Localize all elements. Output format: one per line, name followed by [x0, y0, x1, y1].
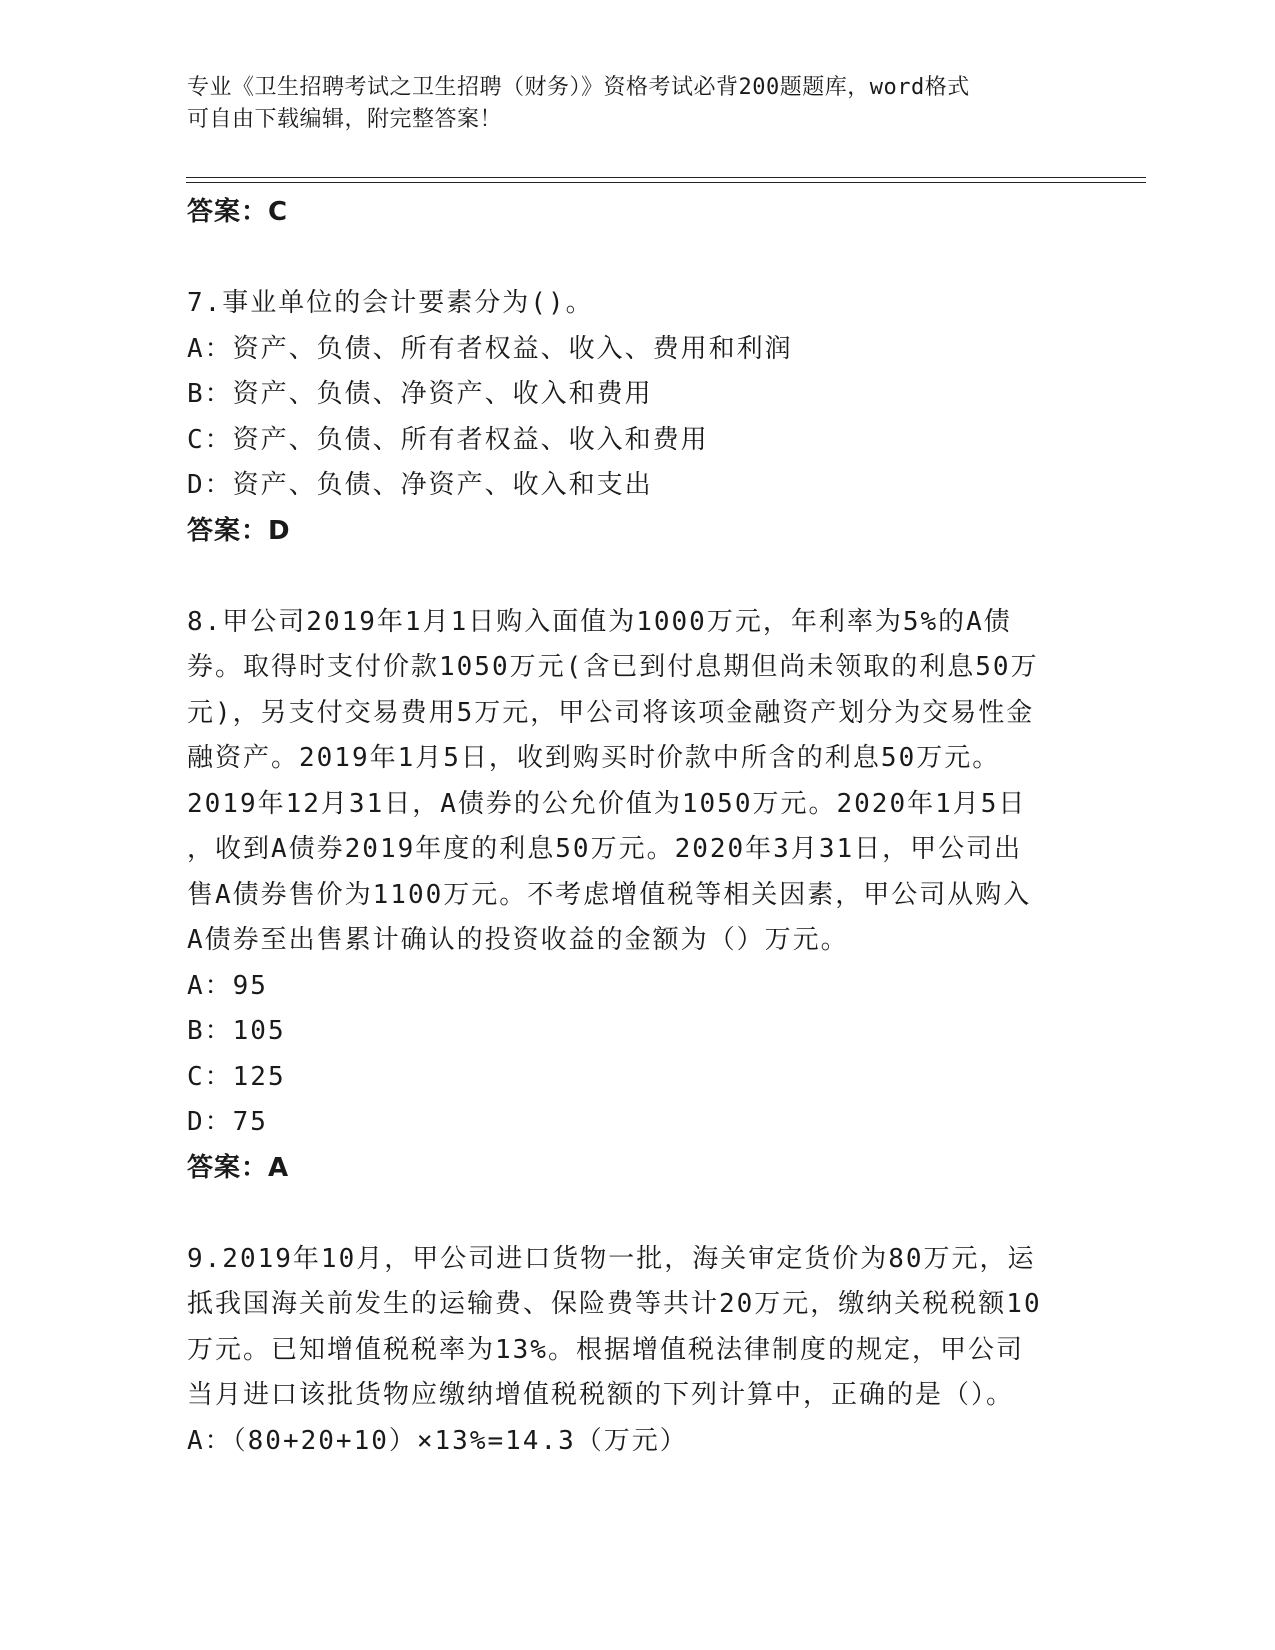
option-b: B：资产、负债、净资产、收入和费用: [187, 379, 653, 409]
spacer: [187, 1191, 1087, 1237]
question-stem-line: 2019年12月31日，A债券的公允价值为1050万元。2020年1月5日: [187, 788, 1027, 819]
option-d: D：75: [187, 1107, 268, 1137]
question-stem-line: ，收到A债券2019年度的利息50万元。2020年3月31日，甲公司出: [187, 834, 1023, 864]
question-stem-line: 售A债券售价为1100万元。不考虑增值税等相关因素，甲公司从购入: [187, 879, 1032, 910]
question-stem: 7.事业单位的会计要素分为()。: [187, 288, 594, 318]
header-divider-top: [186, 177, 1146, 178]
question-stem-line: 元)，另支付交易费用5万元，甲公司将该项金融资产划分为交易性金: [187, 697, 1035, 728]
question-stem-line: 万元。已知增值税税率为13%。根据增值税法律制度的规定，甲公司: [187, 1334, 1024, 1365]
question-stem-line: 9.2019年10月，甲公司进口货物一批，海关审定货价为80万元，运: [187, 1243, 1036, 1274]
header-divider-bottom: [186, 182, 1146, 183]
question-stem-line: A债券至出售累计确认的投资收益的金额为（）万元。: [187, 925, 849, 955]
option-c: C：资产、负债、所有者权益、收入和费用: [187, 424, 709, 455]
answer-label: 答案：D: [187, 515, 291, 546]
spacer: [187, 236, 1087, 282]
question-body: [187, 190, 1087, 1464]
option-d: D：资产、负债、净资产、收入和支出: [187, 470, 653, 500]
answer-label: 答案：A: [187, 1152, 290, 1183]
question-9: [187, 1237, 1087, 1465]
question-stem-line: 券。取得时支付价款1050万元(含已到付息期但尚未领取的利息50万: [187, 652, 1039, 682]
spacer: [187, 554, 1087, 600]
document-header: [187, 72, 1087, 136]
option-c: C：125: [187, 1061, 286, 1092]
previous-answer: 答案：C: [187, 197, 289, 227]
question-7: [187, 281, 1087, 554]
question-stem-line: 融资产。2019年1月5日，收到购买时价款中所含的利息50万元。: [187, 743, 1001, 773]
option-a: A：资产、负债、所有者权益、收入、费用和利润: [187, 333, 793, 364]
header-line-2: 可自由下载编辑，附完整答案！: [187, 107, 503, 132]
header-line-1: 专业《卫生招聘考试之卫生招聘（财务）》资格考试必背200题题库，word格式: [187, 75, 970, 100]
option-a: A：95: [187, 970, 268, 1001]
question-stem-line: 抵我国海关前发生的运输费、保险费等共计20万元，缴纳关税税额10: [187, 1289, 1042, 1319]
question-stem-line: 当月进口该批货物应缴纳增值税税额的下列计算中，正确的是（）。: [187, 1380, 1015, 1410]
question-stem-line: 8.甲公司2019年1月1日购入面值为1000万元，年利率为5%的A债: [187, 606, 1012, 637]
option-b: B：105: [187, 1016, 286, 1046]
question-8: [187, 600, 1087, 1192]
option-a: A：（80+20+10）×13%=14.3（万元）: [187, 1425, 688, 1456]
